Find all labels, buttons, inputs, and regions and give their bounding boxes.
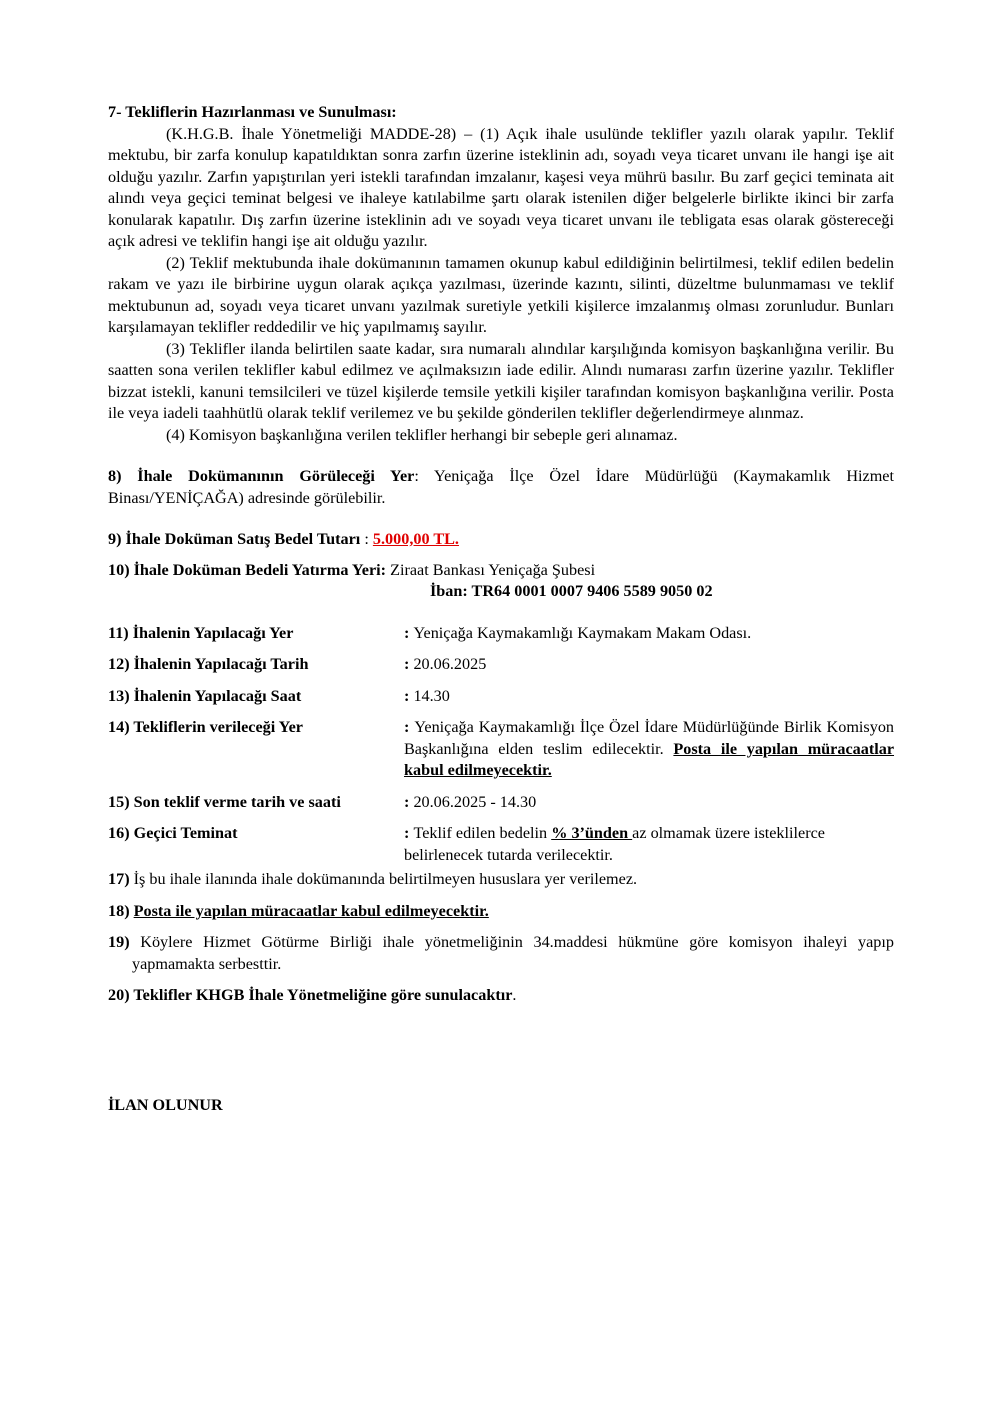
document-page [108, 102, 894, 1116]
row-12 [108, 654, 894, 676]
row-13 [108, 686, 894, 708]
section-8-text: Yeniçağa İlçe Özel İdare Müdürlüğü (Kaymakamlık Hizmet Binası/YENİÇAĞA) adresinde görülebilir. [108, 467, 894, 507]
row-13-label: 13) İhalenin Yapılacağı Saat [108, 686, 302, 705]
row-15-value: : 20.06.2025 - 14.30 [404, 792, 537, 811]
section-17: 17) İş bu ihale ilanında ihale dokümanında belirtilmeyen hususlara yer verilemez. [108, 870, 638, 888]
section-7-title: 7- Tekliflerin Hazırlanması ve Sunulması: [108, 103, 397, 121]
row-14-label: 14) Tekliflerin verileceği Yer [108, 718, 303, 736]
section-10-label: 10) İhale Doküman Bedeli Yatırma Yeri: [108, 560, 387, 579]
row-13-value: : 14.30 [404, 686, 450, 705]
row-11-value: : Yeniçağa Kaymakamlığı Kaymakam Makam Odası. [404, 623, 752, 642]
section-9: 9) İhale Doküman Satış Bedel Tutarı : 5.000,00 TL. [108, 530, 459, 548]
section-10-iban: İban: TR64 0001 0007 9406 5589 9050 02 [430, 582, 713, 600]
section-9-amount: 5.000,00 TL. [372, 530, 459, 548]
row-15-label: 15) Son teklif verme tarih ve saati [108, 792, 341, 811]
section-7-paragraph-4: (4) Komisyon başkanlığına verilen teklifler herhangi bir sebeple geri alınamaz. [166, 425, 678, 444]
row-14-emphasis: Posta ile yapılan müracaatlar kabul edilmeyecektir. [404, 739, 895, 779]
row-16 [108, 823, 894, 866]
section-10 [108, 560, 894, 582]
section-19: 19) Köylere Hizmet Götürme Birliği ihale yönetmeliğinin 34.maddesi hükmüne göre komisyon ihaleyi yapıp yapmamakta serbesttir. [108, 933, 894, 973]
section-8: 8) İhale Dokümanının Görüleceği Yer: Yeniçağa İlçe Özel İdare Müdürlüğü (Kaymakamlık Hizmet Binası/YENİÇAĞA) adresinde görülebilir. [108, 467, 894, 507]
section-20: 20) Teklifler KHGB İhale Yönetmeliğine göre sunulacaktır. [108, 986, 517, 1004]
tender-details-table [108, 623, 894, 867]
row-16-value: : Teklif edilen bedelin % 3’ünden az olmamak üzere isteklilerce belirlenecek tutarda verilecektir. [404, 824, 825, 864]
section-7-paragraph-1: (K.H.G.B. İhale Yönetmeliği MADDE-28) – (1) Açık ihale usulünde teklifler yazılı olarak yapılır. Teklif mektubu, bir zarfa konulup kapatıldıktan sonra zarfın üzerine isteklinin adı, soyadı veya ticaret unvanı ile hangi işe ait olduğu yazılır. Zarfın yapıştırılan yeri istekli tarafından imzalanır, kaşesi veya mührü basılır. Bu zarf geçici teminata ait alındı veya geçici teminat belgesi ve ihaleye katılabilme şartı olarak istenilen diğer belgelerle birlikte ikinci bir zarfa konularak kapatılır. Dış zarfın üzerine isteklinin adı ve soyadı veya ticaret unvanı ile tebligata esas olarak göstereceği açık adresi ve teklifin hangi işe ait olduğu yazılır. [108, 124, 894, 250]
row-12-value: : 20.06.2025 [404, 655, 487, 673]
section-7-paragraph-3: (3) Teklifler ilanda belirtilen saate kadar, sıra numaralı alındılar karşılığında komisyon başkanlığına verilir. Bu saatten sona verilen teklifler kabul edilmez ve açılmaksızın iade edilir. Alındı numarası zarfın üzerine yazılır. Teklifler bizzat istekli, kanuni temsilcileri ve tüzel kişilerde temsile yetkili kişiler tarafından komisyon başkanlığına verilir. Posta ile veya iadeli taahhütlü olarak teklif verilemez ve bu şekilde gönderilen teklifler değerlendirmeye alınmaz. [108, 339, 894, 422]
row-14-value: : Yeniçağa Kaymakamlığı İlçe Özel İdare Müdürlüğünde Birlik Komisyon Başkanlığına elden teslim edilecektir. Posta ile yapılan müracaatlar kabul edilmeyecektir. [404, 718, 895, 779]
section-8-label: 8) İhale Dokümanının Görüleceği Yer [108, 467, 415, 485]
row-16-label: 16) Geçici Teminat [108, 824, 238, 842]
section-18: 18) Posta ile yapılan müracaatlar kabul edilmeyecektir. [108, 901, 489, 920]
closing-text: İLAN OLUNUR [108, 1095, 223, 1114]
row-14 [108, 717, 894, 782]
row-15 [108, 792, 894, 814]
row-16-emphasis: % 3’ünden [551, 824, 633, 842]
section-10-text: Ziraat Bankası Yeniçağa Şubesi [386, 560, 596, 579]
section-9-label: 9) İhale Doküman Satış Bedel Tutarı [108, 530, 361, 548]
row-12-label: 12) İhalenin Yapılacağı Tarih [108, 655, 309, 673]
section-7-paragraph-2: (2) Teklif mektubunda ihale dokümanının tamamen okunup kabul edildiğinin belirtilmesi, teklif edilen bedelin rakam ve yazı ile birbirine uygun olarak açıkça yazılması, üzerinde kazıntı, silinti, düzeltme bulunmaması ve teklif mektubunun ad, soyadı veya ticaret unvanı yazılmak suretiyle yetkili kişilerce imzalanmış olması zorunludur. Bunları karşılamayan teklifler reddedilir ve hiç yapılmamış sayılır. [108, 253, 894, 336]
section-18-text: Posta ile yapılan müracaatlar kabul edilmeyecektir. [133, 901, 489, 920]
row-11 [108, 623, 894, 645]
row-11-label: 11) İhalenin Yapılacağı Yer [108, 623, 294, 642]
